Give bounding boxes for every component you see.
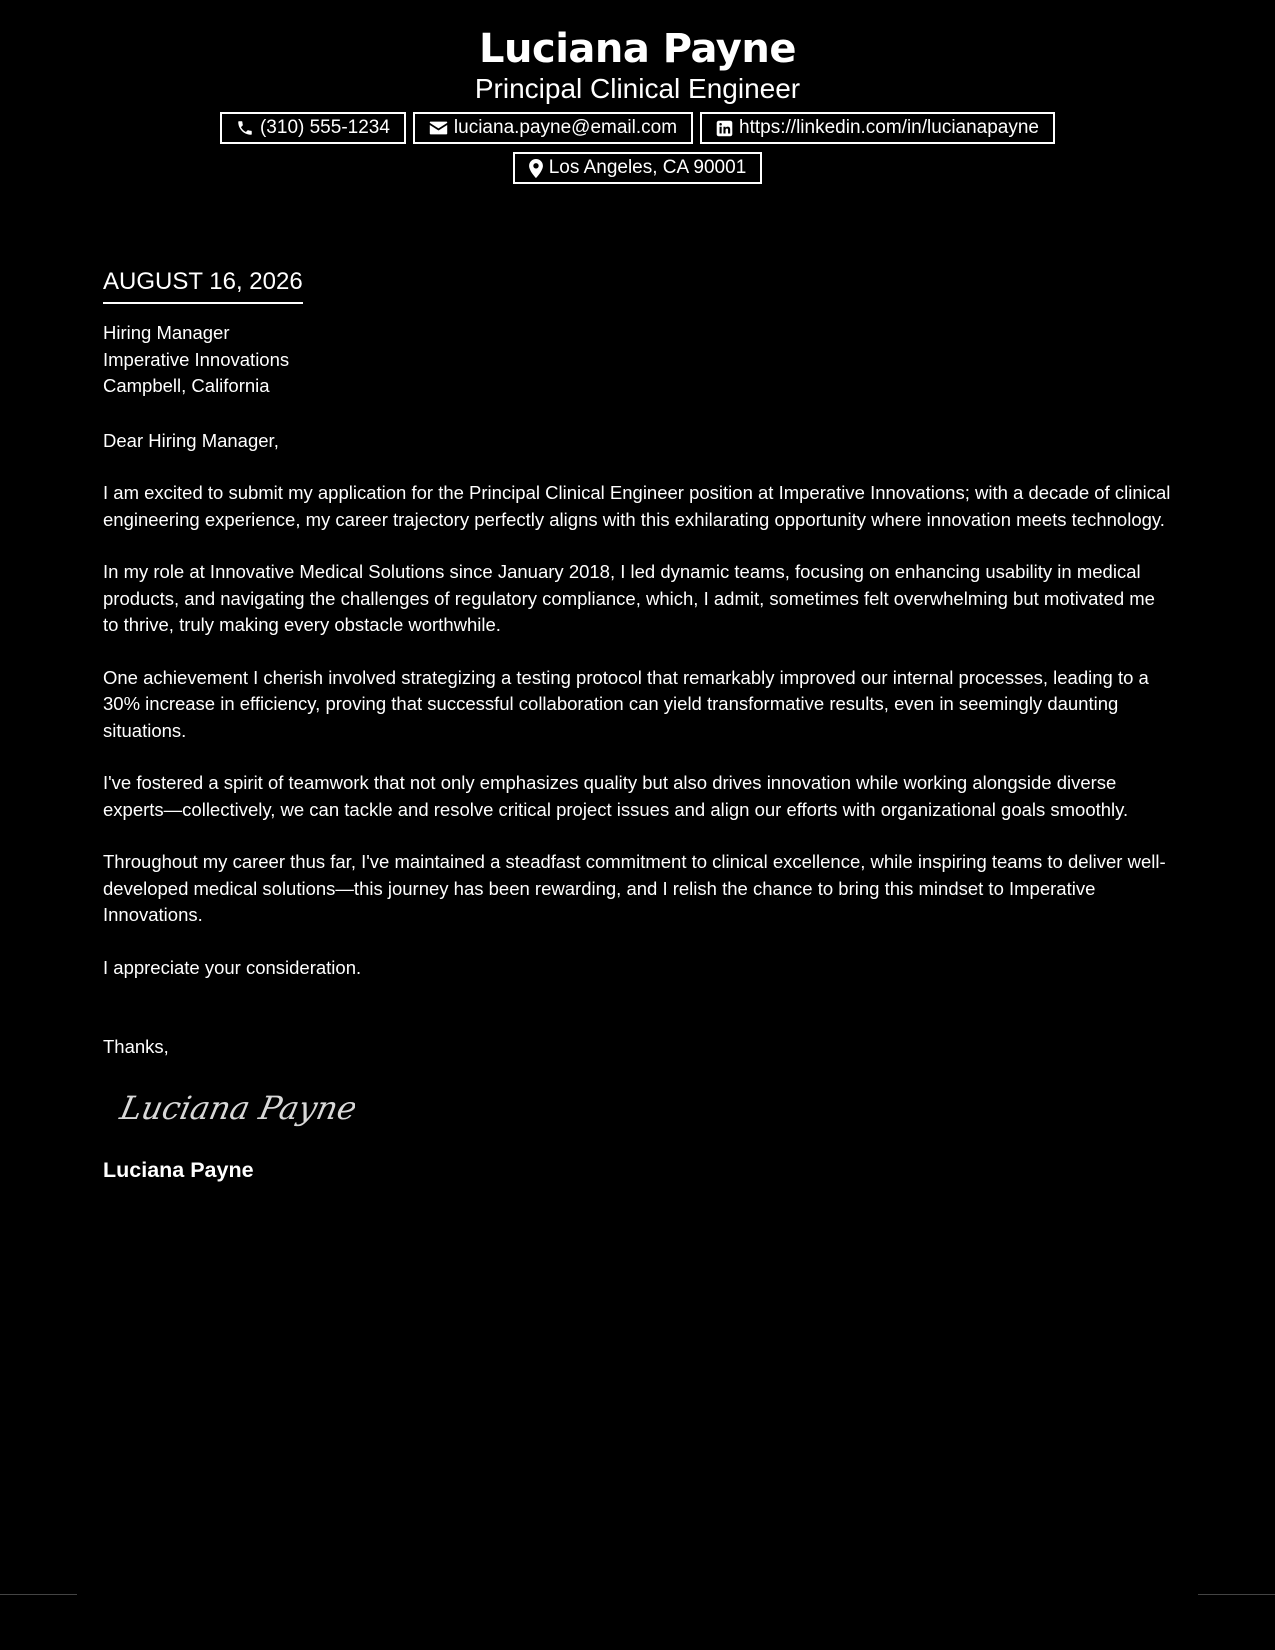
email-text: luciana.payne@email.com: [453, 117, 678, 138]
contact-list: [188, 112, 1088, 184]
phone-text: (310) 555-1234: [259, 117, 390, 138]
footer-rule-left: [0, 1594, 77, 1595]
footer-rule-right: [1198, 1594, 1275, 1595]
recipient-location: Campbell, California: [103, 375, 270, 396]
letter-body: [103, 265, 1173, 1185]
body-paragraph: I've fostered a spirit of teamwork that not only emphasizes quality but also drives innovation while working alongside diverse experts—collectively, we can tackle and resolve critical project issues and align our efforts with organizational goals smoothly.: [103, 772, 1129, 820]
body-paragraph: In my role at Innovative Medical Solutions since January 2018, I led dynamic teams, focusing on enhancing usability in medical products, and navigating the challenges of regulatory compliance, which, I admit, sometimes felt overwhelming but motivated me to thrive, truly making every obstacle worthwhile.: [103, 561, 1155, 635]
signer-name: Luciana Payne: [103, 1157, 254, 1182]
linkedin-icon: [716, 120, 733, 137]
svg-text:Luciana Payne: Luciana Payne: [116, 1088, 355, 1127]
salutation: Dear Hiring Manager,: [103, 429, 279, 451]
recipient-company: Imperative Innovations: [103, 348, 290, 370]
phone-icon: [236, 119, 254, 137]
recipient-line: Hiring Manager: [103, 322, 230, 343]
contact-phone[interactable]: [220, 112, 406, 144]
body-paragraph: I am excited to submit my application for the Principal Clinical Engineer position at Imperative Innovations; with a decade of clinical engineering experience, my career trajectory perfectly aligns with this exhilarating opportunity where innovation meets technology.: [103, 482, 1171, 530]
recipient-block: [103, 320, 1173, 400]
letter-date: AUGUST 16, 2026: [103, 265, 303, 304]
body-paragraph: One achievement I cherish involved strategizing a testing protocol that remarkably improved our internal processes, leading to a 30% increase in efficiency, proving that successful collaboration can yield transformative results, even in seemingly daunting situations.: [103, 666, 1149, 741]
envelope-icon: [429, 120, 448, 136]
applicant-name: Luciana Payne: [479, 26, 796, 72]
contact-linkedin[interactable]: [700, 112, 1055, 144]
letter-header: [0, 22, 1275, 184]
body-paragraph: Throughout my career thus far, I've maintained a steadfast commitment to clinical excellence, while inspiring teams to deliver well-developed medical solutions—this journey has been rewarding, and I relish the chance to bring this mindset to Imperative Innovations.: [103, 851, 1166, 925]
contact-email[interactable]: [413, 112, 693, 144]
linkedin-text: https://linkedin.com/in/lucianapayne: [739, 117, 1040, 138]
appreciation-line: I appreciate your consideration.: [103, 956, 362, 978]
applicant-title: Principal Clinical Engineer: [474, 73, 801, 104]
contact-location[interactable]: [513, 152, 763, 184]
location-text: Los Angeles, CA 90001: [548, 157, 747, 178]
map-pin-icon: [529, 159, 543, 178]
handwritten-signature: [115, 1079, 1173, 1139]
closing-line: Thanks,: [103, 1036, 169, 1057]
